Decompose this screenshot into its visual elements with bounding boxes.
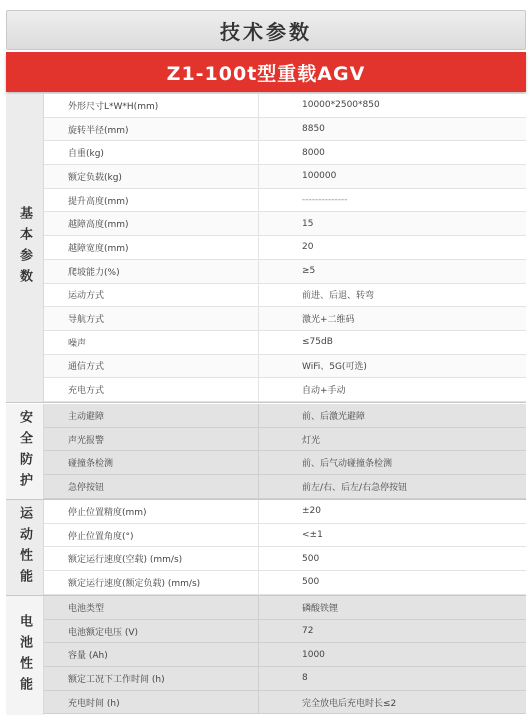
table-row — [44, 404, 526, 428]
section-label-safety: 安全防护 — [6, 404, 44, 499]
table-row — [44, 643, 526, 667]
table-row — [44, 260, 526, 284]
param-value: 激光+二维码 — [302, 315, 355, 326]
table-row — [44, 118, 526, 142]
battery-table — [44, 596, 526, 715]
table-row — [44, 94, 526, 118]
table-row — [44, 141, 526, 165]
param-value: 完全放电后充电时长≤2 — [302, 698, 397, 709]
section-basic-params — [6, 94, 526, 402]
param-value: <±1 — [302, 530, 323, 541]
table-row — [44, 691, 526, 715]
page-title: 技术参数 — [220, 19, 312, 44]
param-name: 充电方式 — [44, 378, 259, 401]
param-value: 8 — [302, 673, 308, 684]
table-row — [44, 378, 526, 402]
param-name: 通信方式 — [44, 355, 259, 378]
param-name: 爬坡能力(%) — [44, 260, 259, 283]
param-value: ≥5 — [302, 266, 316, 277]
safety-table — [44, 404, 526, 499]
table-row — [44, 667, 526, 691]
param-value: 1000 — [302, 649, 325, 660]
param-value: -------------- — [302, 195, 348, 206]
param-name: 提升高度(mm) — [44, 189, 259, 212]
section-battery — [6, 596, 526, 715]
param-name: 急停按钮 — [44, 475, 259, 498]
section-label-basic: 基本参数 — [6, 94, 44, 402]
param-name: 越障高度(mm) — [44, 212, 259, 235]
table-row — [44, 596, 526, 620]
param-name: 停止位置角度(°) — [44, 524, 259, 547]
param-value: 前、后气动碰撞条检测 — [302, 459, 393, 470]
param-value: 72 — [302, 626, 314, 637]
table-row — [44, 212, 526, 236]
param-name: 停止位置精度(mm) — [44, 500, 259, 523]
param-name: 运动方式 — [44, 284, 259, 307]
param-value: 10000*2500*850 — [302, 100, 380, 111]
param-name: 充电时间 (h) — [44, 691, 259, 714]
param-value: 100000 — [302, 171, 337, 182]
param-name: 额定负载(kg) — [44, 165, 259, 188]
param-name: 自重(kg) — [44, 141, 259, 164]
table-row — [44, 236, 526, 260]
param-name: 主动避障 — [44, 404, 259, 427]
param-value: 15 — [302, 218, 314, 229]
param-value: ≤75dB — [302, 337, 333, 348]
param-value: 前左/右、后左/右急停按钮 — [302, 482, 408, 493]
section-safety — [6, 404, 526, 499]
param-name: 声光报警 — [44, 428, 259, 451]
table-row — [44, 620, 526, 644]
table-row — [44, 331, 526, 355]
param-value: 自动+手动 — [302, 386, 346, 397]
param-value: WiFi、5G(可选) — [302, 362, 367, 373]
table-row — [44, 355, 526, 379]
model-name: Z1-100t型重载AGV — [166, 62, 366, 85]
param-value: 灯光 — [302, 435, 321, 446]
table-row — [44, 307, 526, 331]
param-name: 越障宽度(mm) — [44, 236, 259, 259]
table-row — [44, 571, 526, 595]
section-divider — [6, 402, 526, 403]
param-name: 电池额定电压 (V) — [44, 620, 259, 643]
param-value: 20 — [302, 242, 314, 253]
section-motion — [6, 500, 526, 595]
model-banner — [6, 52, 526, 92]
param-name: 旋转半径(mm) — [44, 118, 259, 141]
param-name: 导航方式 — [44, 307, 259, 330]
param-name: 噪声 — [44, 331, 259, 354]
table-row — [44, 165, 526, 189]
section-label-battery: 电池性能 — [6, 596, 44, 715]
table-row — [44, 189, 526, 213]
table-row — [44, 451, 526, 475]
param-value: 500 — [302, 553, 320, 564]
param-name: 碰撞条检测 — [44, 451, 259, 474]
table-row — [44, 475, 526, 499]
section-header — [6, 10, 526, 50]
table-row — [44, 500, 526, 524]
param-name: 额定运行速度(额定负载) (mm/s) — [44, 571, 259, 594]
param-value: 前、后激光避障 — [302, 411, 366, 422]
param-value: 500 — [302, 577, 320, 588]
table-row — [44, 547, 526, 571]
param-value: 前进、后退、转弯 — [302, 291, 375, 302]
param-value: ±20 — [302, 506, 321, 517]
param-name: 额定工况下工作时间 (h) — [44, 667, 259, 690]
param-name: 额定运行速度(空载) (mm/s) — [44, 547, 259, 570]
table-row — [44, 284, 526, 308]
section-label-motion: 运动性能 — [6, 500, 44, 595]
param-name: 外形尺寸L*W*H(mm) — [44, 94, 259, 117]
table-row — [44, 428, 526, 452]
param-name: 容量 (Ah) — [44, 643, 259, 666]
param-value: 8850 — [302, 124, 325, 135]
param-value: 磷酸铁锂 — [302, 603, 339, 614]
motion-table — [44, 500, 526, 595]
param-value: 8000 — [302, 147, 325, 158]
table-row — [44, 524, 526, 548]
param-name: 电池类型 — [44, 596, 259, 619]
basic-params-table — [44, 94, 526, 402]
